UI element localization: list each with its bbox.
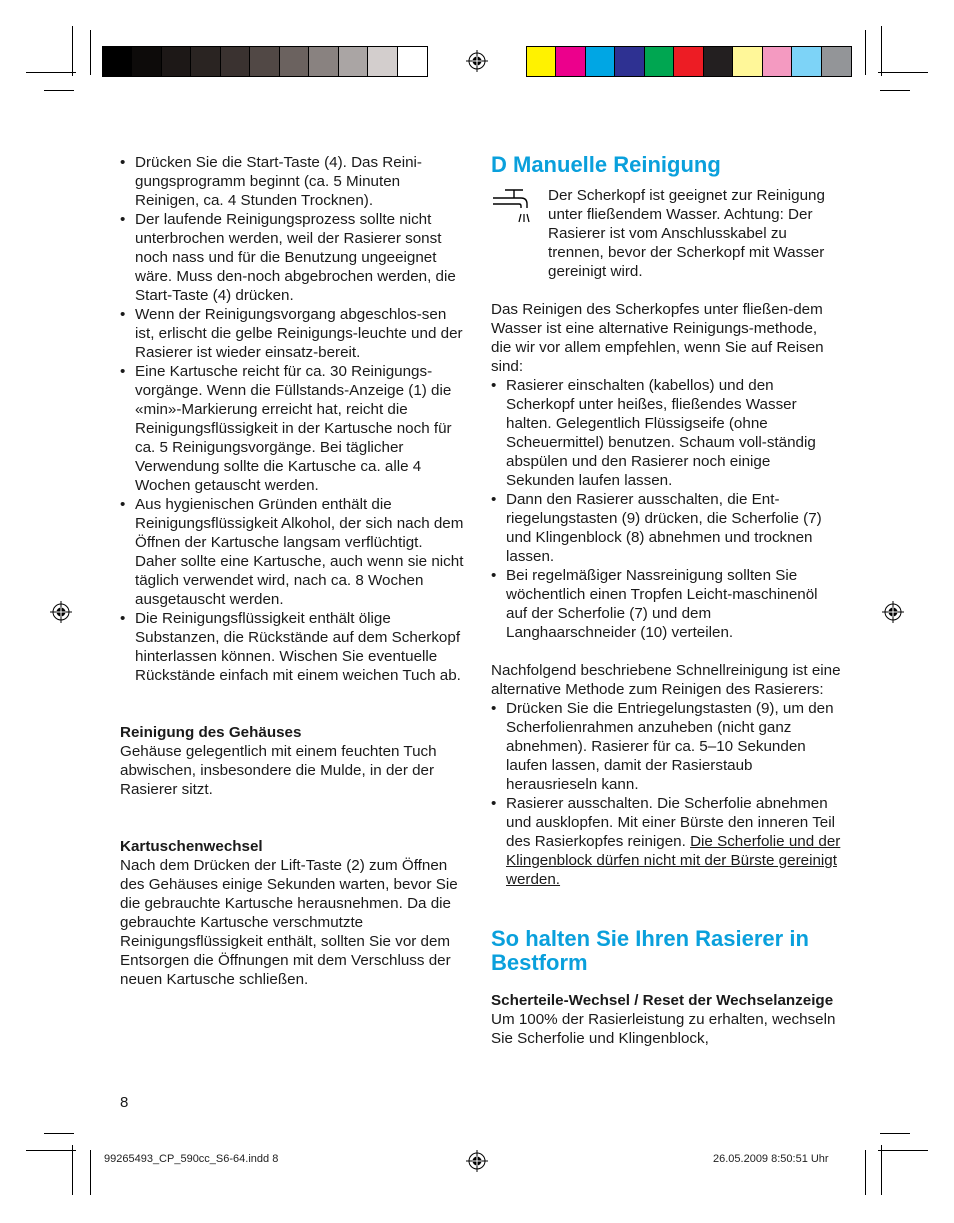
paragraph: Das Reinigen des Scherkopfes unter fließen-dem Wasser ist eine alternative Reinigungs-methode, die wir vor allem empfehlen, wenn Sie auf Reisen sind: (491, 301, 824, 375)
list-item: • Die Reinigungsflüssigkeit enthält ölige Substanzen, die Rückstände auf dem Scherkopf hinterlassen können. Wischen Sie eventuelle Rückstände einfach mit einem weichen Tuch ab. (120, 609, 465, 685)
left-column (120, 153, 465, 989)
color-swatch (221, 47, 250, 76)
footer-filename: 99265493_CP_590cc_S6-64.indd 8 (104, 1153, 279, 1165)
list-item (491, 794, 841, 889)
color-swatch (792, 47, 821, 76)
crop-mark (880, 1133, 910, 1134)
color-swatch (556, 47, 585, 76)
color-swatch (822, 47, 851, 76)
faucet-water-icon (491, 188, 537, 230)
crop-mark (880, 90, 910, 91)
paragraph: Um 100% der Rasierleistung zu erhalten, wechseln Sie Scherfolie und Klingenblock, (491, 1011, 836, 1047)
water-note-text: Der Scherkopf ist geeignet zur Reinigung unter fließendem Wasser. Achtung: Der Rasierer ist vom Anschlusskabel zu trennen, bevor der Scherkopf mit Wasser gereinigt wird. (548, 187, 825, 280)
crop-mark (90, 30, 91, 75)
footer-timestamp: 26.05.2009 8:50:51 Uhr (713, 1153, 829, 1165)
warning-underlined-text: Die Scherfolie und der Klingenblock dürfen nicht mit der Bürste gereinigt werden. (506, 833, 841, 888)
crop-mark (26, 1150, 76, 1151)
list-item: • Der laufende Reinigungsprozess sollte nicht unterbrochen werden, weil der Rasierer sonst noch nass und für die Benutzung ungeeignet wäre. Muss den-noch abgebrochen werden, die Start-Taste (4) drücken. (120, 210, 465, 305)
crop-mark (881, 1145, 882, 1195)
list-item: • Eine Kartusche reicht für ca. 30 Reinigungs-vorgänge. Wenn die Füllstands-Anzeige (1) die «min»-Markierung erreicht hat, reicht die Reinigungsflüssigkeit in der Kartusche noch für ca. 5 Reinigungsvorgänge. Bei täglicher Verwendung sollte die Kartusche ca. alle 4 Wochen getauscht werden. (120, 362, 465, 495)
cleaning-bullets (120, 153, 465, 685)
process-color-bar (526, 46, 852, 77)
list-item: • Dann den Rasierer ausschalten, die Ent-riegelungstasten (9) drücken, die Scherfolie (7) und Klingenblock (8) abnehmen und trocknen lassen. (491, 490, 841, 566)
paragraph: Nachfolgend beschriebene Schnellreinigung ist eine alternative Methode zum Reinigen des Rasierers: (491, 662, 841, 698)
subsection-title: Scherteile-Wechsel / Reset der Wechselanzeige (491, 992, 834, 1009)
crop-mark (878, 72, 928, 73)
color-swatch (763, 47, 792, 76)
color-swatch (132, 47, 161, 76)
cartridge-text: Nach dem Drücken der Lift-Taste (2) zum Öffnen des Gehäuses einige Sekunden warten, bevor Sie die gebrauchte Kartusche herausnehmen. Da die gebrauchte Kartusche verschmutzte Reinigungsflüssigkeit enthält, sollten Sie vor dem Entsorgen die Öffnungen mit dem Verschluss der neuen Kartusche schließen. (120, 857, 458, 988)
registration-mark-icon (50, 601, 72, 623)
crop-mark (90, 1150, 91, 1195)
grayscale-color-bar (102, 46, 428, 77)
color-swatch (162, 47, 191, 76)
crop-mark (44, 90, 74, 91)
registration-mark-icon (466, 1150, 488, 1172)
water-note (491, 186, 841, 281)
housing-title: Reinigung des Gehäuses (120, 724, 302, 741)
color-swatch (339, 47, 368, 76)
crop-mark (881, 26, 882, 76)
color-swatch (615, 47, 644, 76)
list-item-text: Rasierer ausschalten. Die Scherfolie abnehmen und ausklopfen. Mit einer Bürste den inneren Teil des Rasierkopfes reinigen. (506, 795, 835, 850)
quick-clean-bullets (491, 699, 841, 889)
color-swatch (309, 47, 338, 76)
crop-mark (44, 1133, 74, 1134)
color-swatch (250, 47, 279, 76)
list-item: • Wenn der Reinigungsvorgang abgeschlos-sen ist, erlischt die gelbe Reinigungs-leuchte und der Rasierer ist wieder einsatz-bereit. (120, 305, 465, 362)
color-swatch (280, 47, 309, 76)
list-item: • Drücken Sie die Entriegelungstasten (9), um den Scherfolienrahmen anzuheben (nicht ganz abnehmen). Rasierer für ca. 5–10 Sekunden laufen lassen, damit der Rasierstaub herausrieseln kann. (491, 699, 841, 794)
list-item: • Bei regelmäßiger Nassreinigung sollten Sie wöchentlich einen Tropfen Leicht-maschinenöl auf der Scherfolie (7) und dem Langhaarschneider (10) verteilen. (491, 566, 841, 642)
registration-mark-icon (466, 50, 488, 72)
list-item: • Rasierer einschalten (kabellos) und den Scherkopf unter heißes, fließendes Wasser halten. Gelegentlich Flüssigseife (ohne Scheuermittel) benutzen. Schaum voll-ständig abspülen und den Rasierer noch einige Sekunden laufen lassen. (491, 376, 841, 490)
color-swatch (103, 47, 132, 76)
section-heading-maintenance: So halten Sie Ihren Rasierer in Bestform (491, 926, 809, 975)
color-swatch (398, 47, 427, 76)
color-swatch (674, 47, 703, 76)
color-swatch (645, 47, 674, 76)
list-item: • Aus hygienischen Gründen enthält die Reinigungsflüssigkeit Alkohol, der sich nach dem Öffnen der Kartusche langsam verflüchtigt. Daher sollte eine Kartusche, auch wenn sie nicht täglich verwendet wird, nach ca. 8 Wochen ausgetauscht werden. (120, 495, 465, 609)
color-swatch (586, 47, 615, 76)
cartridge-title: Kartuschenwechsel (120, 838, 263, 855)
right-column (491, 153, 841, 1048)
color-swatch (733, 47, 762, 76)
crop-mark (865, 1150, 866, 1195)
crop-mark (72, 1145, 73, 1195)
page-number: 8 (120, 1094, 129, 1111)
color-swatch (527, 47, 556, 76)
color-swatch (704, 47, 733, 76)
color-swatch (191, 47, 220, 76)
crop-mark (878, 1150, 928, 1151)
section-heading-manual-cleaning: D Manuelle Reinigung (491, 152, 721, 177)
crop-mark (865, 30, 866, 75)
rinse-bullets (491, 376, 841, 642)
crop-mark (72, 26, 73, 76)
color-swatch (368, 47, 397, 76)
list-item: • Drücken Sie die Start-Taste (4). Das Reini-gungsprogramm beginnt (ca. 5 Minuten Reinigen, ca. 4 Stunden Trocknen). (120, 153, 465, 210)
crop-mark (26, 72, 76, 73)
registration-mark-icon (882, 601, 904, 623)
housing-text: Gehäuse gelegentlich mit einem feuchten Tuch abwischen, insbesondere die Mulde, in der der Rasierer sitzt. (120, 743, 437, 798)
